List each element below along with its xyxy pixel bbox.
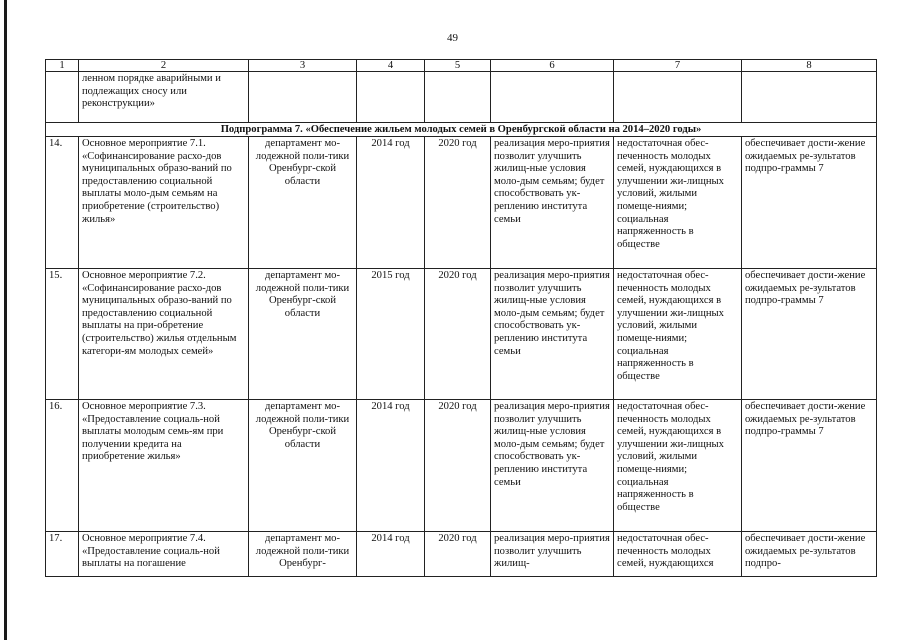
expected-result: реализация меро-приятия позволит улучшить жилищ-ные условия моло-дым семьям; будет способствовать ук-реплению института семьи <box>491 400 614 532</box>
end-year: 2020 год <box>425 532 491 577</box>
consequences: недостаточная обес-печенность молодых семей, нуждающихся <box>614 532 742 577</box>
header-cell-6: 6 <box>491 60 614 72</box>
row-number: 17. <box>46 532 79 577</box>
header-cell-2: 2 <box>79 60 249 72</box>
table-row <box>46 269 877 400</box>
continuation-text: ленном порядке аварийными и подлежащих сносу или реконструкции» <box>79 72 249 123</box>
table-row <box>46 532 877 577</box>
expected-result: реализация меро-приятия позволит улучшить жилищ-ные условия моло-дым семьям; будет способствовать ук-реплению института семьи <box>491 269 614 400</box>
consequences: недостаточная обес-печенность молодых семей, нуждающихся в улучшении жи-лищных условий, жилыми помеще-ниями; социальная напряженность в обществе <box>614 137 742 269</box>
start-year: 2015 год <box>357 269 425 400</box>
executor: департамент мо-лодежной поли-тики Оренбург-ской области <box>249 400 357 532</box>
end-year: 2020 год <box>425 137 491 269</box>
consequences: недостаточная обес-печенность молодых семей, нуждающихся в улучшении жи-лищных условий, жилыми помеще-ниями; социальная напряженность в обществе <box>614 269 742 400</box>
header-cell-7: 7 <box>614 60 742 72</box>
header-cell-3: 3 <box>249 60 357 72</box>
header-cell-8: 8 <box>742 60 877 72</box>
event-name: Основное мероприятие 7.2. «Софинансирование расхо-дов муниципальных образо-ваний по предоставлению социальной выплаты на при-обретение (строительство) жилья отдельным категори-ям молодых семей» <box>79 269 249 400</box>
start-year: 2014 год <box>357 400 425 532</box>
indicator-link: обеспечивает дости-жение ожидаемых ре-зультатов подпро-граммы 7 <box>742 137 877 269</box>
header-row <box>46 60 877 72</box>
start-year: 2014 год <box>357 532 425 577</box>
expected-result: реализация меро-приятия позволит улучшить жилищ- <box>491 532 614 577</box>
consequences: недостаточная обес-печенность молодых семей, нуждающихся в улучшении жи-лищных условий, жилыми помеще-ниями; социальная напряженность в обществе <box>614 400 742 532</box>
executor: департамент мо-лодежной поли-тики Оренбург-ской области <box>249 137 357 269</box>
expected-result: реализация меро-приятия позволит улучшить жилищ-ные условия моло-дым семьям; будет способствовать ук-реплению института семьи <box>491 137 614 269</box>
page-number: 49 <box>447 32 458 44</box>
end-year: 2020 год <box>425 400 491 532</box>
indicator-link: обеспечивает дости-жение ожидаемых ре-зультатов подпро-граммы 7 <box>742 269 877 400</box>
continuation-row <box>46 72 877 123</box>
event-name: Основное мероприятие 7.3. «Предоставление социаль-ной выплаты молодым семь-ям при получении кредита на приобретение жилья» <box>79 400 249 532</box>
program-table <box>45 59 877 577</box>
row-number: 14. <box>46 137 79 269</box>
header-cell-4: 4 <box>357 60 425 72</box>
event-name: Основное мероприятие 7.1. «Софинансирование расхо-дов муниципальных образо-ваний по предоставлению социальной выплаты моло-дым семьям на приобретение (строительство) жилья» <box>79 137 249 269</box>
header-cell-1: 1 <box>46 60 79 72</box>
table-row <box>46 400 877 532</box>
indicator-link: обеспечивает дости-жение ожидаемых ре-зультатов подпро- <box>742 532 877 577</box>
row-number: 16. <box>46 400 79 532</box>
header-cell-5: 5 <box>425 60 491 72</box>
executor: департамент мо-лодежной поли-тики Оренбург-ской области <box>249 269 357 400</box>
indicator-link: обеспечивает дости-жение ожидаемых ре-зультатов подпро-граммы 7 <box>742 400 877 532</box>
subprogram-title: Подпрограмма 7. «Обеспечение жильем молодых семей в Оренбургской области на 2014–2020 годы» <box>46 123 877 137</box>
subprogram-row <box>46 123 877 137</box>
table-row <box>46 137 877 269</box>
event-name: Основное мероприятие 7.4. «Предоставление социаль-ной выплаты на погашение <box>79 532 249 577</box>
executor: департамент мо-лодежной поли-тики Оренбург- <box>249 532 357 577</box>
row-number: 15. <box>46 269 79 400</box>
end-year: 2020 год <box>425 269 491 400</box>
page-left-edge <box>4 0 7 640</box>
start-year: 2014 год <box>357 137 425 269</box>
